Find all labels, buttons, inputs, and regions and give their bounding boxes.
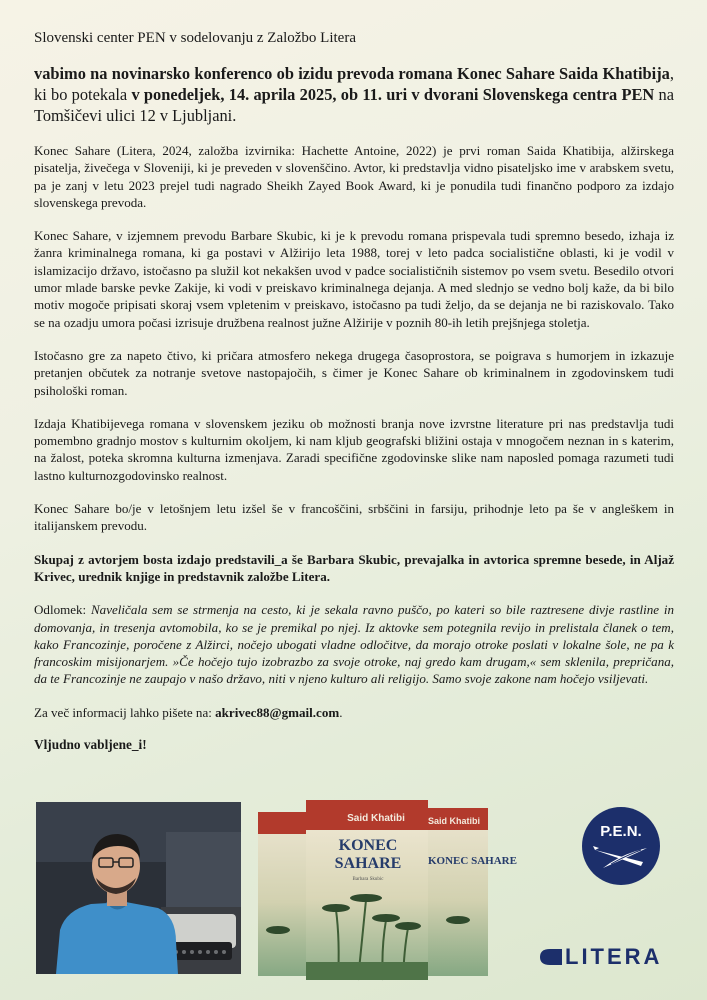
closing-line: Vljudno vabljene_i! <box>34 737 147 753</box>
litera-mark-icon <box>538 947 562 967</box>
paragraph-1: Konec Sahare (Litera, 2024, založba izvirnika: Hachette Antoine, 2022) je prvi roman Saida Khatibija, alžirskega pisatelja, živečega v Sloveniji, ki je preveden v slovenščino. Avtor, ki predstavlja vidno pisateljsko ime v arabskem svetu, pa je zanj v letu 2023 prejel tudi nagrado Sheikh Zayed Book Award, ki je ponudila tudi finančno podporo za izdajo slovenskega prevoda. <box>34 143 674 210</box>
book-translator: Barbara Skubic <box>352 877 384 882</box>
paragraph-2: Konec Sahare, v izjemnem prevodu Barbare Skubic, ki je k prevodu romana prispevala tudi spremno besedo, izhaja iz žanra kriminalnega romana, ki ga postavi v Alžirijo leta 1988, torej v leto padca socialistične oblasti, ki je vodil v islamizacijo državo, istočasno pa služil kot nekakšen uvod v padce socialističnih sistemov po vsem svetu. Besedilo otvori umor mlade barske pevke Zakije, ki vodi v preiskavo kriminalnega dejanja. A med slednjo se vedno bolj kaže, da bi bilo motiv mogoče pripisati skoraj vsem vpletenim v preiskavo, istočasno pa tudi željo, da se dejanja ne bi raziskovalo. Tako se na ozadju umora počasi izrisuje družbena realnost južne Alžirije v poznih 80-ih letih prejšnjega stoletja. <box>34 228 674 330</box>
pen-logo <box>581 806 661 886</box>
excerpt-label: Odlomek: <box>34 602 91 618</box>
headline-date-venue: v ponedeljek, 14. aprila 2025, ob 11. uri v dvorani Slovenskega centra PEN <box>131 85 655 104</box>
contact-line <box>34 704 674 721</box>
headline <box>34 63 674 126</box>
back-book-title: KONEC SAHARE <box>428 855 517 867</box>
invitation-text <box>34 30 674 753</box>
excerpt-paragraph <box>34 601 674 687</box>
contact-email-link[interactable]: akrivec88@gmail.com <box>215 704 340 720</box>
contact-end: . <box>339 704 343 720</box>
book-title-line2: SAHARE <box>334 855 402 872</box>
presenters-paragraph: Skupaj z avtorjem bosta izdajo predstavili_a še Barbara Skubic, prevajalka in avtorica spremne besede, in Aljaž Krivec, urednik knjige in predstavnik založbe Litera. <box>34 551 674 584</box>
book-covers <box>258 800 517 980</box>
book-title-line1: KONEC <box>338 837 398 854</box>
author-photo <box>36 802 241 974</box>
paragraph-4: Izdaja Khatibijevega romana v slovenskem jeziku ob možnosti branja nove izvrstne literature pri nas predstavlja tudi pomembno gradnjo mostov s kulturnim okoljem, ki nam kljub geografski bližini ostaja v mnogočem neznan in s katerim, na žalost, poteka skromna kulturna izmenjava. Zaradi specifične zgodovinske slike nam naposled pomaga razumeti tudi lastno kulturnozgodovinsko realnost. <box>34 415 674 483</box>
author-photo-illustration <box>36 802 241 974</box>
litera-wordmark: LITERA <box>565 944 663 969</box>
book-author: Said Khatibi <box>347 813 405 824</box>
contact-text: Za več informacij lahko pišete na: <box>34 704 216 720</box>
pen-logo-text: P.E.N. <box>600 823 642 840</box>
excerpt-text: Naveličala sem se strmenja na cesto, ki je sekala ravno puščo, po kateri so bile raztresene divje rastline in domovanja, in tresenja avtomobila, ko se je premikal po njej. Iz aktovke sem potegnila revijo in prelistala članek o tem, kako Francozinje, poročene z Alžirci, nočejo ubogati vladne odločitve, da morajo otroke poslati v lokalne šole, ne pa k francoskim misijonarjem. »Če hočejo tujo izobrazbo za svoje otroke, naj gredo kam drugam,« sem sklenila, prepričana, da te Francozinje ne zaupajo v našo državo, niti v njeno kulturo ali religijo. Samo svoje zakone nam hočejo vsiljevati. <box>34 602 674 687</box>
paragraph-5: Konec Sahare bo/je v letošnjem letu izšel še v francoščini, srbščini in farsiju, prihodnje leto pa še v angleškem in italijanskem prevodu. <box>34 501 674 534</box>
pen-logo-emblem <box>581 806 661 886</box>
intro-line: Slovenski center PEN v sodelovanju z Založbo Litera <box>34 30 356 46</box>
paragraph-3: Istočasno gre za napeto čtivo, ki pričara atmosfero nekega drugega časoprostora, se poigrava s humorjem in izkazuje pretanjen občutek za notranje svetove nastopajočih, s čimer je Konec Sahare ob kriminalnem in zgodovinskem tudi psihološki roman. <box>34 347 674 398</box>
headline-invite: vabimo na novinarsko konferenco ob izidu prevoda romana Konec Sahare Saida Khatibija <box>34 64 670 83</box>
headline-address: na Tomšičevi ulici 12 v Ljubljani. <box>34 85 674 125</box>
litera-logo <box>538 944 674 970</box>
back-book-author: Said Khatibi <box>428 816 481 826</box>
headline-connector: , ki bo potekala <box>34 64 674 104</box>
book-covers-illustration <box>258 800 517 980</box>
